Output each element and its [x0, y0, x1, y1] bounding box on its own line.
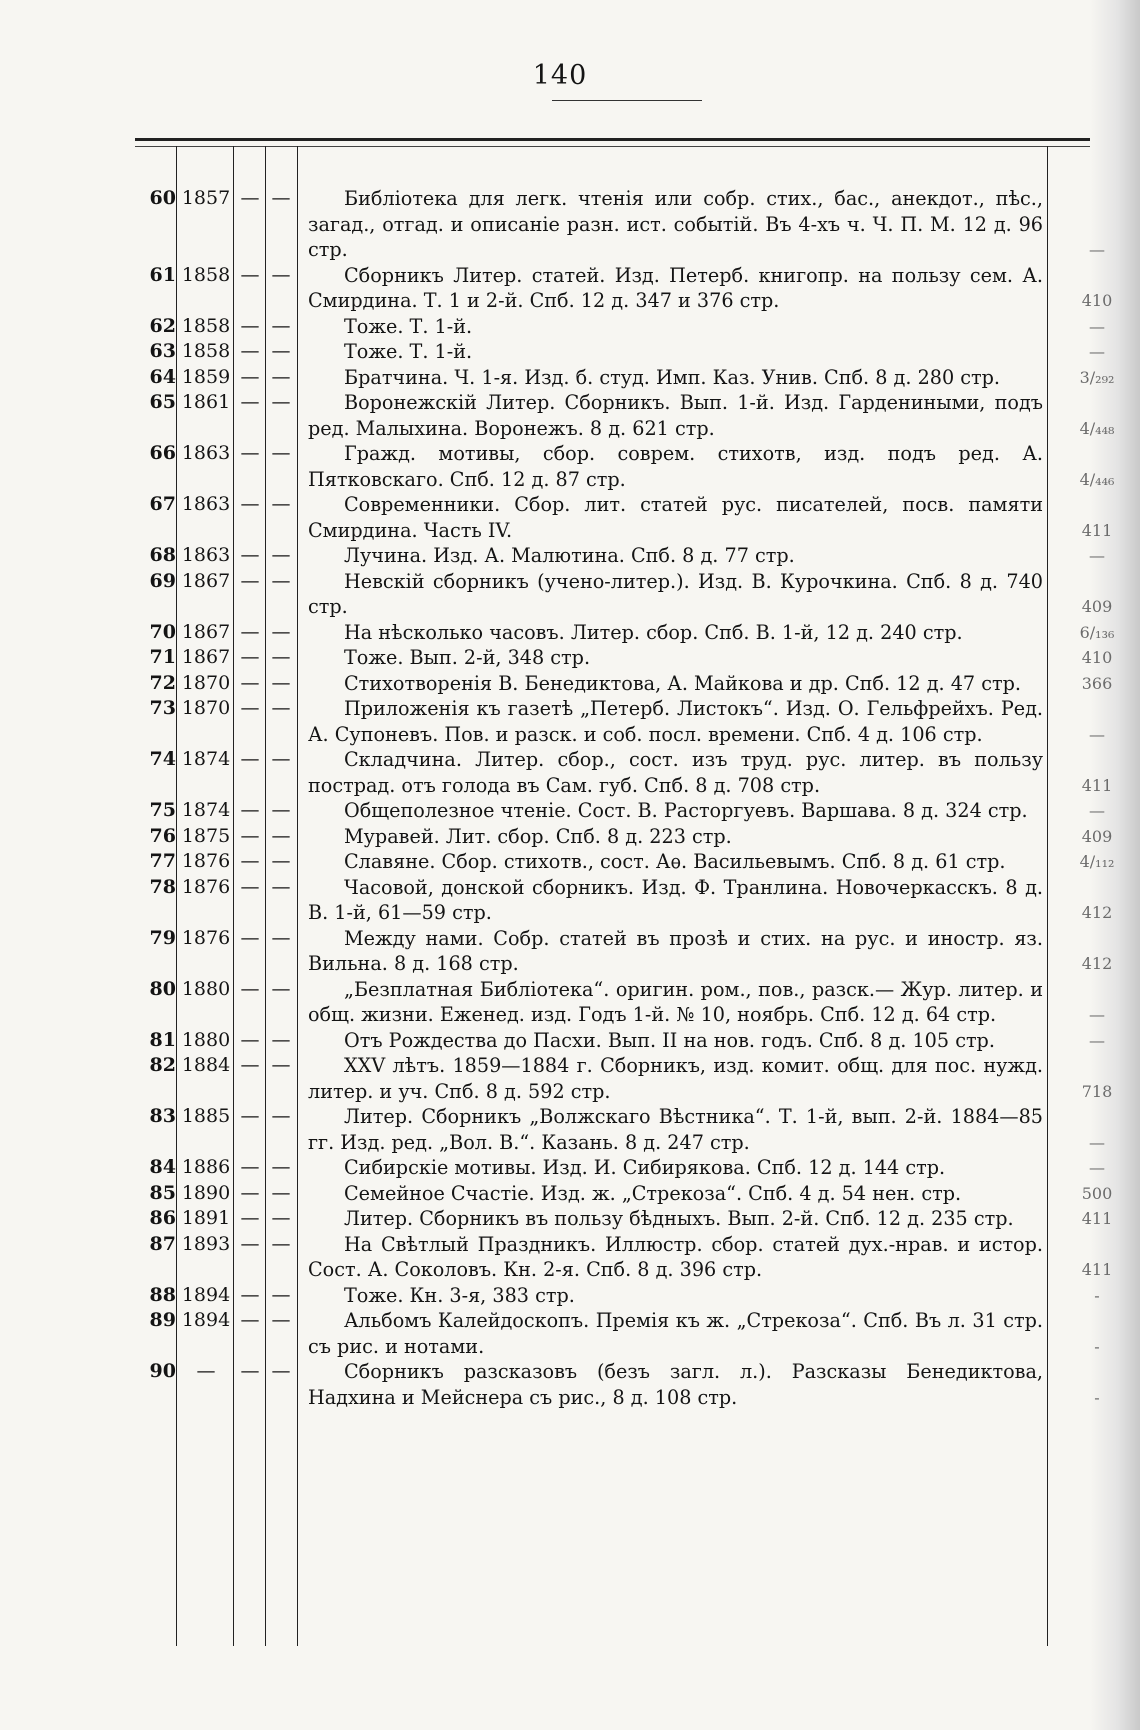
- entry-year: 1891: [181, 1207, 231, 1229]
- table-row: [0, 339, 1140, 365]
- entry-dash-1: —: [240, 365, 260, 388]
- entry-year: 1858: [181, 340, 231, 362]
- entry-dash-1: —: [240, 1309, 260, 1331]
- table-row: [0, 569, 1140, 620]
- entry-year: 1870: [181, 697, 231, 719]
- entry-year: 1861: [181, 391, 231, 413]
- entry-dash-2: —: [271, 646, 291, 668]
- table-row: [0, 314, 1140, 340]
- entry-dash-1: —: [240, 1105, 260, 1127]
- entry-price: —: [1089, 1030, 1105, 1050]
- entry-price: 409: [1081, 597, 1113, 616]
- entry-dash-1: —: [240, 646, 260, 668]
- entry-dash-1: —: [240, 340, 260, 362]
- table-row: [0, 645, 1140, 671]
- entry-dash-2: —: [271, 1360, 291, 1382]
- entry-dash-2: —: [271, 1181, 291, 1204]
- entry-year: 1863: [181, 493, 231, 515]
- entry-description: Литер. Сборникъ „Волжскаго Вѣстника“. Т. 1-й, вып. 2-й. 1884—85 гг. Изд. ред. „Вол. В.“. Казань. 8 д. 247 стр.: [308, 1105, 1043, 1154]
- entry-dash-2: —: [271, 1309, 291, 1331]
- entry-number: 74: [149, 748, 176, 770]
- entry-dash-2: —: [271, 314, 291, 337]
- entry-year: 1863: [181, 442, 231, 464]
- entry-description: Отъ Рождества до Пасхи. Вып. II на нов. годъ. Спб. 8 д. 105 стр.: [344, 1028, 995, 1052]
- table-row: [0, 671, 1140, 697]
- entry-description: Муравей. Лит. сбор. Спб. 8 д. 223 стр.: [344, 824, 732, 848]
- entry-dash-2: —: [271, 493, 291, 515]
- entry-year: 1858: [181, 263, 231, 286]
- table-row: [0, 1181, 1140, 1207]
- entry-description: Сборникъ разсказовъ (безъ загл. л.). Разсказы Бенедиктова, Надхина и Мейснера съ рис., 8 д. 108 стр.: [308, 1360, 1043, 1409]
- entry-price: 412: [1081, 903, 1113, 922]
- table-row: [0, 747, 1140, 798]
- entry-price: 411: [1081, 520, 1113, 540]
- entry-number: 86: [149, 1207, 176, 1229]
- table-row: [0, 875, 1140, 926]
- table-row: [0, 1155, 1140, 1181]
- entry-dash-1: —: [240, 748, 260, 770]
- table-row: [0, 365, 1140, 391]
- entry-number: 69: [149, 569, 176, 592]
- entry-number: 68: [149, 544, 176, 566]
- entry-description: „Безплатная Библіотека“. оригин. ром., пов., разск.— Жур. литер. и общ. жизни. Еженед. изд. Годъ 1-й. № 10, ноябрь. Спб. 12 д. 64 стр.: [308, 977, 1043, 1026]
- entry-dash-2: —: [271, 1054, 291, 1076]
- entry-year: 1875: [181, 824, 231, 847]
- entry-year: 1885: [181, 1105, 231, 1127]
- entry-price: 411: [1081, 775, 1113, 795]
- table-row: [0, 849, 1140, 875]
- entry-price: —: [1089, 240, 1105, 259]
- entry-description: Братчина. Ч. 1-я. Изд. б. студ. Имп. Каз. Унив. Спб. 8 д. 280 стр.: [344, 365, 1001, 389]
- entry-number: 79: [149, 926, 176, 949]
- entry-number: 70: [149, 620, 176, 643]
- entry-description: Сборникъ Литер. статей. Изд. Петерб. книгопр. на пользу сем. А. Смирдина. Т. 1 и 2-й. Спб. 12 д. 347 и 376 стр.: [308, 263, 1043, 312]
- entry-year: 1894: [181, 1283, 231, 1306]
- entry-dash-1: —: [240, 544, 260, 566]
- entry-price: -: [1094, 1387, 1100, 1407]
- table-row: [0, 186, 1140, 263]
- table-top-rule: [135, 138, 1115, 141]
- entry-price: 409: [1081, 826, 1113, 846]
- table-row: [0, 390, 1140, 441]
- entry-description: На нѣсколько часовъ. Литер. сбор. Спб. В. 1-й, 12 д. 240 стр.: [344, 620, 963, 644]
- entry-price: —: [1089, 724, 1105, 744]
- entry-price: —: [1089, 801, 1105, 820]
- entry-number: 72: [149, 671, 176, 694]
- entry-year: 1876: [181, 875, 231, 898]
- entry-dash-2: —: [271, 263, 291, 286]
- entry-number: 85: [149, 1181, 176, 1204]
- entry-dash-2: —: [271, 1105, 291, 1127]
- table-row: [0, 492, 1140, 543]
- entry-number: 90: [149, 1360, 176, 1382]
- table-row: [0, 263, 1140, 314]
- entry-year: 1880: [181, 1028, 231, 1051]
- entry-dash-1: —: [240, 1181, 260, 1204]
- entry-dash-1: —: [240, 875, 260, 898]
- table-row: [0, 543, 1140, 569]
- entry-year: 1870: [181, 671, 231, 694]
- entry-description: Альбомъ Калейдоскопъ. Премія къ ж. „Стрекоза“. Спб. Въ л. 31 стр. съ рис. и нотами.: [308, 1309, 1043, 1358]
- entry-dash-2: —: [271, 365, 291, 388]
- entry-number: 67: [149, 493, 176, 515]
- table-row: [0, 696, 1140, 747]
- entry-number: 81: [149, 1028, 176, 1051]
- entry-description: Сибирскіе мотивы. Изд. И. Сибирякова. Спб. 12 д. 144 стр.: [344, 1156, 946, 1179]
- entry-year: 1867: [181, 569, 231, 592]
- page-number: 140: [532, 60, 588, 91]
- entry-number: 64: [149, 365, 176, 388]
- entry-dash-2: —: [271, 1283, 291, 1306]
- entry-year: 1876: [181, 850, 231, 872]
- entry-description: Приложенія къ газетѣ „Петерб. Листокъ“. Изд. О. Гельфрейхъ. Ред. А. Супоневъ. Пов. и разск. и соб. посл. времени. Спб. 4 д. 106 стр.: [308, 697, 1043, 746]
- entry-number: 88: [149, 1283, 176, 1306]
- entry-dash-1: —: [240, 1028, 260, 1051]
- entry-year: 1874: [181, 799, 231, 821]
- entry-description: На Свѣтлый Праздникъ. Иллюстр. сбор. статей дух.-нрав. и истор. Сост. А. Соколовъ. Кн. 2-я. Спб. 8 д. 396 стр.: [308, 1232, 1043, 1281]
- entry-number: 87: [149, 1232, 176, 1255]
- entry-dash-1: —: [240, 391, 260, 413]
- entry-dash-2: —: [271, 1207, 291, 1229]
- entry-dash-1: —: [240, 824, 260, 847]
- entry-price: —: [1089, 1005, 1105, 1024]
- entry-price: 411: [1081, 1260, 1113, 1279]
- entry-year: 1867: [181, 646, 231, 668]
- entry-description: Славяне. Сбор. стихотв., сост. Аѳ. Васильевымъ. Спб. 8 д. 61 стр.: [344, 850, 1006, 873]
- entry-dash-2: —: [271, 697, 291, 719]
- entry-year: 1890: [181, 1181, 231, 1204]
- table-row: [0, 824, 1140, 850]
- entry-price: 4/₁₁₂: [1079, 852, 1115, 871]
- entry-dash-1: —: [240, 977, 260, 1000]
- table-row: [0, 1028, 1140, 1054]
- entry-description: Часовой, донской сборникъ. Изд. Ф. Транлина. Новочеркасскъ. 8 д. В. 1-й, 61—59 стр.: [308, 875, 1043, 924]
- entry-year: 1876: [181, 926, 231, 949]
- entry-dash-1: —: [240, 1054, 260, 1076]
- entry-description: Библіотека для легк. чтенія или собр. стих., бас., анекдот., пѣс., загад., отгад. и описаніе разн. ист. событій. Въ 4-хъ ч. Ч. П. М. 12 д. 96 стр.: [308, 187, 1043, 261]
- entry-price: —: [1089, 342, 1105, 361]
- entry-number: 61: [149, 263, 176, 286]
- entry-dash-2: —: [271, 187, 291, 209]
- entry-dash-2: —: [271, 824, 291, 847]
- page-number-rule: [552, 100, 702, 101]
- entry-dash-1: —: [240, 263, 260, 286]
- entry-dash-1: —: [240, 671, 260, 694]
- entry-description: Семейное Счастіе. Изд. ж. „Стрекоза“. Спб. 4 д. 54 нен. стр.: [344, 1181, 962, 1205]
- entry-description: Тоже. Т. 1-й.: [344, 340, 473, 363]
- entry-dash-2: —: [271, 569, 291, 592]
- table-row: [0, 798, 1140, 824]
- entry-dash-1: —: [240, 1283, 260, 1306]
- entry-dash-1: —: [240, 1232, 260, 1255]
- entry-year: 1863: [181, 544, 231, 566]
- entry-price: —: [1089, 1132, 1105, 1152]
- entry-description: Невскій сборникъ (учено-литер.). Изд. В. Курочкина. Спб. 8 д. 740 стр.: [308, 569, 1043, 618]
- entry-dash-1: —: [240, 1207, 260, 1229]
- table-row: [0, 1232, 1140, 1283]
- entry-dash-2: —: [271, 850, 291, 872]
- entry-number: 89: [149, 1309, 176, 1331]
- entry-price: -: [1094, 1336, 1100, 1356]
- entry-number: 75: [149, 799, 176, 821]
- entry-description: Стихотворенія В. Бенедиктова, А. Майкова и др. Спб. 12 д. 47 стр.: [344, 671, 1021, 695]
- entry-price: 412: [1081, 954, 1113, 973]
- entry-dash-2: —: [271, 442, 291, 464]
- entry-dash-1: —: [240, 697, 260, 719]
- entry-dash-2: —: [271, 1156, 291, 1178]
- entry-dash-1: —: [240, 799, 260, 821]
- entry-dash-1: —: [240, 926, 260, 949]
- entry-number: 65: [149, 391, 176, 413]
- table-row: [0, 1359, 1140, 1410]
- entry-number: 77: [149, 850, 176, 872]
- entry-description: Складчина. Литер. сбор., сост. изъ труд. рус. литер. въ пользу пострад. отъ голода въ Сам. губ. Спб. 8 д. 708 стр.: [308, 748, 1043, 797]
- entry-dash-1: —: [240, 1360, 260, 1382]
- entry-number: 62: [149, 314, 176, 337]
- entry-price: 4/₄₄₈: [1079, 418, 1115, 438]
- entry-description: Воронежскій Литер. Сборникъ. Вып. 1-й. Изд. Гардениными, подъ ред. Малыхина. Воронежъ. 8 д. 621 стр.: [308, 391, 1043, 440]
- entry-year: 1867: [181, 620, 231, 643]
- entry-description: Современники. Сбор. лит. статей рус. писателей, посв. памяти Смирдина. Часть IV.: [308, 493, 1043, 542]
- entry-number: 60: [149, 187, 176, 209]
- entry-description: Тоже. Вып. 2-й, 348 стр.: [344, 646, 591, 669]
- entry-dash-1: —: [240, 314, 260, 337]
- entry-number: 83: [149, 1105, 176, 1127]
- table-row: [0, 977, 1140, 1028]
- entry-dash-2: —: [271, 799, 291, 821]
- entry-dash-2: —: [271, 926, 291, 949]
- entry-dash-2: —: [271, 671, 291, 694]
- entry-price: 3/₂₉₂: [1079, 367, 1115, 387]
- entry-dash-2: —: [271, 391, 291, 413]
- entry-number: 78: [149, 875, 176, 898]
- entry-number: 76: [149, 824, 176, 847]
- entry-number: 82: [149, 1054, 176, 1076]
- entry-price: 410: [1081, 291, 1113, 310]
- entry-year: 1880: [181, 977, 231, 1000]
- entry-price: 411: [1081, 1209, 1113, 1228]
- entry-year: 1857: [181, 187, 231, 209]
- entry-description: Между нами. Собр. статей въ прозѣ и стих. на рус. и иностр. яз. Вильна. 8 д. 168 стр.: [308, 926, 1043, 975]
- entry-year: 1858: [181, 314, 231, 337]
- entry-year: 1874: [181, 748, 231, 770]
- entry-description: Гражд. мотивы, сбор. соврем. стихотв, изд. подъ ред. А. Пятковскаго. Спб. 12 д. 87 стр.: [308, 442, 1043, 491]
- table-row: [0, 1308, 1140, 1359]
- entry-dash-2: —: [271, 620, 291, 643]
- entry-dash-2: —: [271, 875, 291, 898]
- table-row: [0, 441, 1140, 492]
- entry-dash-2: —: [271, 1232, 291, 1255]
- entry-year: —: [196, 1360, 216, 1382]
- entry-price: 6/₁₃₆: [1079, 622, 1115, 642]
- entry-description: XXV лѣтъ. 1859—1884 г. Сборникъ, изд. комит. общ. для пос. нужд. литер. и уч. Спб. 8 д. 592 стр.: [308, 1054, 1043, 1103]
- entry-description: Тоже. Т. 1-й.: [344, 314, 473, 338]
- entry-dash-1: —: [240, 187, 260, 209]
- entry-dash-1: —: [240, 442, 260, 464]
- entry-year: 1893: [181, 1232, 231, 1255]
- entry-dash-1: —: [240, 569, 260, 592]
- table-row: [0, 1053, 1140, 1104]
- entry-dash-1: —: [240, 493, 260, 515]
- entry-description: Лучина. Изд. А. Малютина. Спб. 8 д. 77 стр.: [344, 544, 795, 567]
- entry-price: 410: [1081, 648, 1113, 667]
- entry-dash-2: —: [271, 1028, 291, 1051]
- entry-number: 66: [149, 442, 176, 464]
- entry-dash-2: —: [271, 748, 291, 770]
- entry-price: 366: [1081, 673, 1113, 693]
- entry-dash-2: —: [271, 977, 291, 1000]
- table-row: [0, 1283, 1140, 1309]
- entry-dash-1: —: [240, 1156, 260, 1178]
- entry-price: —: [1089, 1158, 1105, 1177]
- entry-price: —: [1089, 316, 1105, 336]
- entry-price: —: [1089, 546, 1105, 565]
- entry-year: 1886: [181, 1156, 231, 1178]
- entry-number: 71: [149, 646, 176, 668]
- entry-description: Общеполезное чтеніе. Сост. В. Расторгуевъ. Варшава. 8 д. 324 стр.: [344, 799, 1028, 822]
- entry-year: 1884: [181, 1054, 231, 1076]
- entry-dash-2: —: [271, 544, 291, 566]
- entry-year: 1859: [181, 365, 231, 388]
- table-row: [0, 620, 1140, 646]
- entry-price: 4/₄₄₆: [1079, 469, 1115, 489]
- entry-price: 718: [1081, 1081, 1113, 1101]
- catalog-table: [0, 186, 1140, 1410]
- entry-description: Литер. Сборникъ въ пользу бѣдныхъ. Вып. 2-й. Спб. 12 д. 235 стр.: [344, 1207, 1014, 1230]
- table-row: [0, 926, 1140, 977]
- entry-number: 63: [149, 340, 176, 362]
- entry-price: -: [1094, 1285, 1100, 1305]
- entry-dash-1: —: [240, 620, 260, 643]
- table-row: [0, 1206, 1140, 1232]
- entry-number: 73: [149, 697, 176, 719]
- table-top-rule-thin: [135, 146, 1115, 147]
- table-row: [0, 1104, 1140, 1155]
- entry-number: 80: [149, 977, 176, 1000]
- entry-description: Тоже. Кн. 3-я, 383 стр.: [344, 1283, 575, 1307]
- entry-number: 84: [149, 1156, 176, 1178]
- entry-year: 1894: [181, 1309, 231, 1331]
- entry-dash-1: —: [240, 850, 260, 872]
- entry-dash-2: —: [271, 340, 291, 362]
- entry-price: 500: [1081, 1183, 1113, 1203]
